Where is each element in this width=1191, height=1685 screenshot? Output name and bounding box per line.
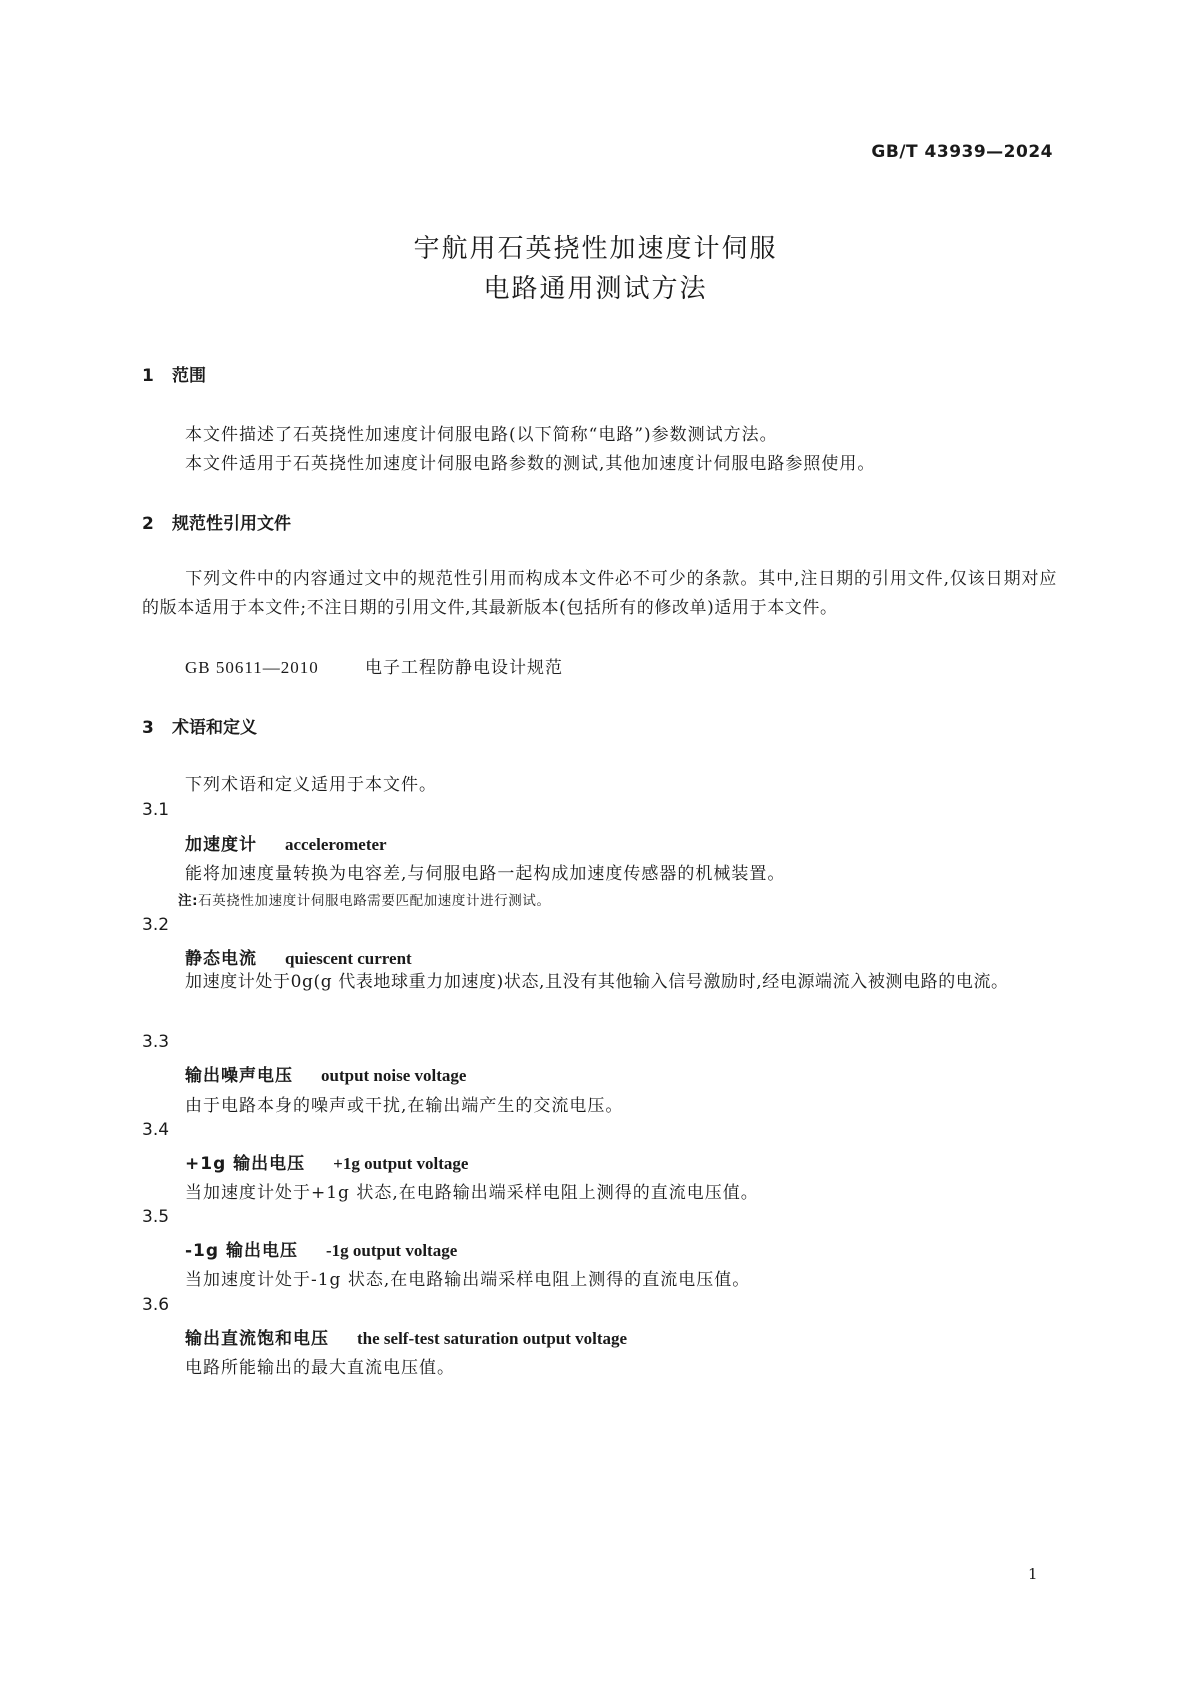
term-3-6-number: 3.6 bbox=[142, 1295, 170, 1315]
term-3-2-number: 3.2 bbox=[142, 915, 170, 935]
note-label: 注: bbox=[178, 893, 199, 909]
sec2-paragraph bbox=[142, 565, 1057, 623]
document-title-line-2: 电路通用测试方法 bbox=[483, 274, 708, 304]
term-zh: +1g 输出电压 bbox=[185, 1154, 306, 1174]
section-1-heading bbox=[142, 361, 206, 386]
term-3-2 bbox=[185, 944, 412, 969]
term-zh: -1g 输出电压 bbox=[185, 1241, 298, 1261]
term-3-1-definition: 能将加速度量转换为电容差,与伺服电路一起构成加速度传感器的机械装置。 bbox=[185, 864, 786, 884]
section-number: 3 bbox=[142, 718, 154, 738]
term-3-4 bbox=[185, 1149, 468, 1174]
term-3-2-definition bbox=[142, 968, 1057, 997]
normative-reference bbox=[185, 653, 563, 678]
term-3-1-note bbox=[178, 889, 551, 909]
term-3-4-definition: 当加速度计处于+1g 状态,在电路输出端采样电阻上测得的直流电压值。 bbox=[185, 1183, 759, 1203]
sec3-intro: 下列术语和定义适用于本文件。 bbox=[185, 775, 437, 795]
term-en: the self-test saturation output voltage bbox=[357, 1329, 628, 1348]
term-3-6 bbox=[185, 1324, 627, 1349]
reference-title: 电子工程防静电设计规范 bbox=[365, 658, 563, 678]
term-en: -1g output voltage bbox=[325, 1241, 458, 1260]
section-title: 规范性引用文件 bbox=[172, 514, 291, 534]
term-zh: 输出噪声电压 bbox=[185, 1066, 293, 1086]
standard-number: GB/T 43939—2024 bbox=[871, 142, 1053, 162]
term-3-5-definition: 当加速度计处于-1g 状态,在电路输出端采样电阻上测得的直流电压值。 bbox=[185, 1270, 751, 1290]
term-en: output noise voltage bbox=[321, 1066, 467, 1085]
term-3-6-definition: 电路所能输出的最大直流电压值。 bbox=[185, 1358, 455, 1378]
term-zh: 加速度计 bbox=[185, 835, 257, 855]
term-en: quiescent current bbox=[285, 949, 412, 968]
term-en: accelerometer bbox=[285, 835, 387, 854]
section-title: 范围 bbox=[172, 366, 206, 386]
term-3-1-number: 3.1 bbox=[142, 800, 170, 820]
term-zh: 静态电流 bbox=[185, 949, 257, 969]
section-title: 术语和定义 bbox=[172, 718, 257, 738]
section-number: 2 bbox=[142, 514, 154, 534]
sec2-paragraph-text: 下列文件中的内容通过文中的规范性引用而构成本文件必不可少的条款。其中,注日期的引用文件,仅该日期对应的版本适用于本文件;不注日期的引用文件,其最新版本(包括所有的修改单)适用于本文件。 bbox=[142, 569, 1057, 618]
term-zh: 输出直流饱和电压 bbox=[185, 1329, 329, 1349]
term-3-4-number: 3.4 bbox=[142, 1120, 170, 1140]
term-3-3-definition: 由于电路本身的噪声或干扰,在输出端产生的交流电压。 bbox=[185, 1096, 624, 1116]
note-text: 石英挠性加速度计伺服电路需要匹配加速度计进行测试。 bbox=[198, 893, 551, 909]
sec1-paragraph-2: 本文件适用于石英挠性加速度计伺服电路参数的测试,其他加速度计伺服电路参照使用。 bbox=[185, 454, 876, 474]
term-3-5-number: 3.5 bbox=[142, 1207, 170, 1227]
document-title-line-1: 宇航用石英挠性加速度计伺服 bbox=[413, 234, 778, 264]
section-number: 1 bbox=[142, 366, 154, 386]
term-3-3-number: 3.3 bbox=[142, 1032, 170, 1052]
term-3-2-definition-text: 加速度计处于0g(g 代表地球重力加速度)状态,且没有其他输入信号激励时,经电源端流入被测电路的电流。 bbox=[185, 972, 1009, 992]
term-3-5 bbox=[185, 1236, 457, 1261]
term-3-3 bbox=[185, 1061, 466, 1086]
page-number: 1 bbox=[1028, 1565, 1038, 1583]
term-3-1 bbox=[185, 830, 387, 855]
sec1-paragraph-1: 本文件描述了石英挠性加速度计伺服电路(以下简称“电路”)参数测试方法。 bbox=[185, 425, 778, 445]
term-en: +1g output voltage bbox=[333, 1154, 469, 1173]
section-2-heading bbox=[142, 509, 291, 534]
reference-code: GB 50611—2010 bbox=[185, 658, 319, 677]
section-3-heading bbox=[142, 713, 257, 738]
